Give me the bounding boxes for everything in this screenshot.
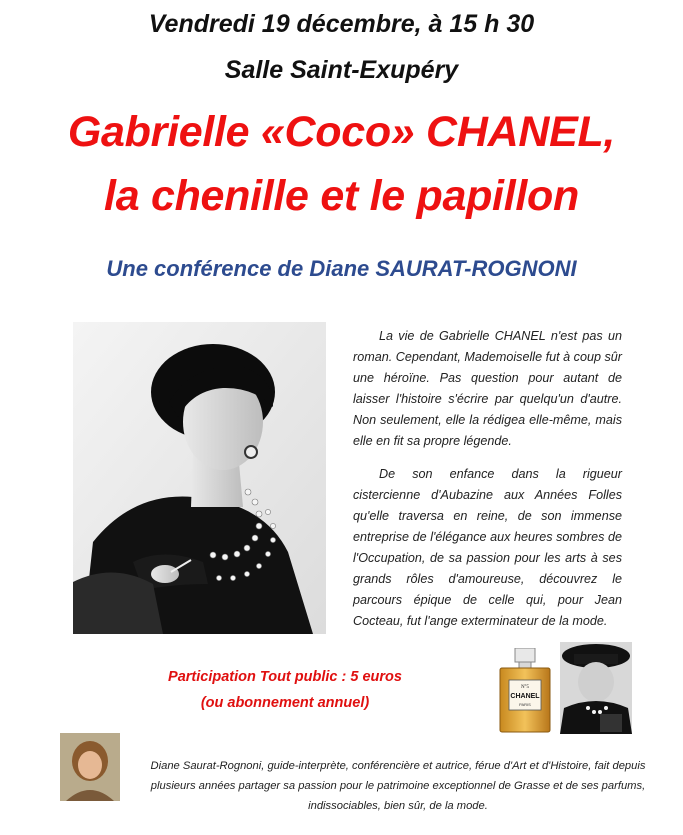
- subtitle: Une conférence de Diane SAURAT-ROGNONI: [106, 256, 577, 281]
- portrait-photo-small: [560, 642, 632, 734]
- speaker-bio: Diane Saurat-Rognoni, guide-interprète, conférencière et autrice, férue d'Art et d'Histoire, fait depuis plusieurs années partager sa passion pour le patrimoine exceptionnel de Grasse et de ses parfums, indissociables, bien sûr, de la mode.: [150, 760, 646, 812]
- speaker-photo: [60, 733, 120, 801]
- description-paragraph-2: De son enfance dans la rigueur cistercienne d'Aubazine aux Années Folles qu'elle traversa en reine, de son immense entreprise de l'élégance aux heures sombres de l'Occupation, de sa passion pour les arts à ses grands rôles d'amoureuse, découvrez le parcours épique de celle qui, pour Jean Cocteau, fut l'ange exterminateur de la mode.: [353, 467, 622, 628]
- title-line-2: la chenille et le papillon: [104, 172, 579, 220]
- subscription-line: (ou abonnement annuel): [200, 695, 370, 711]
- portrait-photo: [73, 322, 326, 634]
- description-text: [353, 326, 622, 644]
- perfume-label-brand: CHANEL: [510, 693, 540, 700]
- title-line-1: Gabrielle «Coco» CHANEL,: [67, 108, 616, 156]
- price-line: Participation Tout public : 5 euros: [168, 669, 402, 685]
- event-date: Vendredi 19 décembre, à 15 h 30: [148, 10, 535, 38]
- perfume-label-no: N°5: [520, 685, 530, 690]
- perfume-bottle-icon: [497, 648, 553, 734]
- perfume-label-paris: PARIS: [519, 702, 531, 707]
- event-venue: Salle Saint-Exupéry: [224, 56, 459, 84]
- description-paragraph-1: La vie de Gabrielle CHANEL n'est pas un roman. Cependant, Mademoiselle fut à coup sûr une héroïne. Pas question pour autant de laisser l'histoire s'écrire par quelqu'un d'autre. Non seulement, elle la rédigea elle-même, mais elle en fit sa propre légende.: [353, 329, 622, 448]
